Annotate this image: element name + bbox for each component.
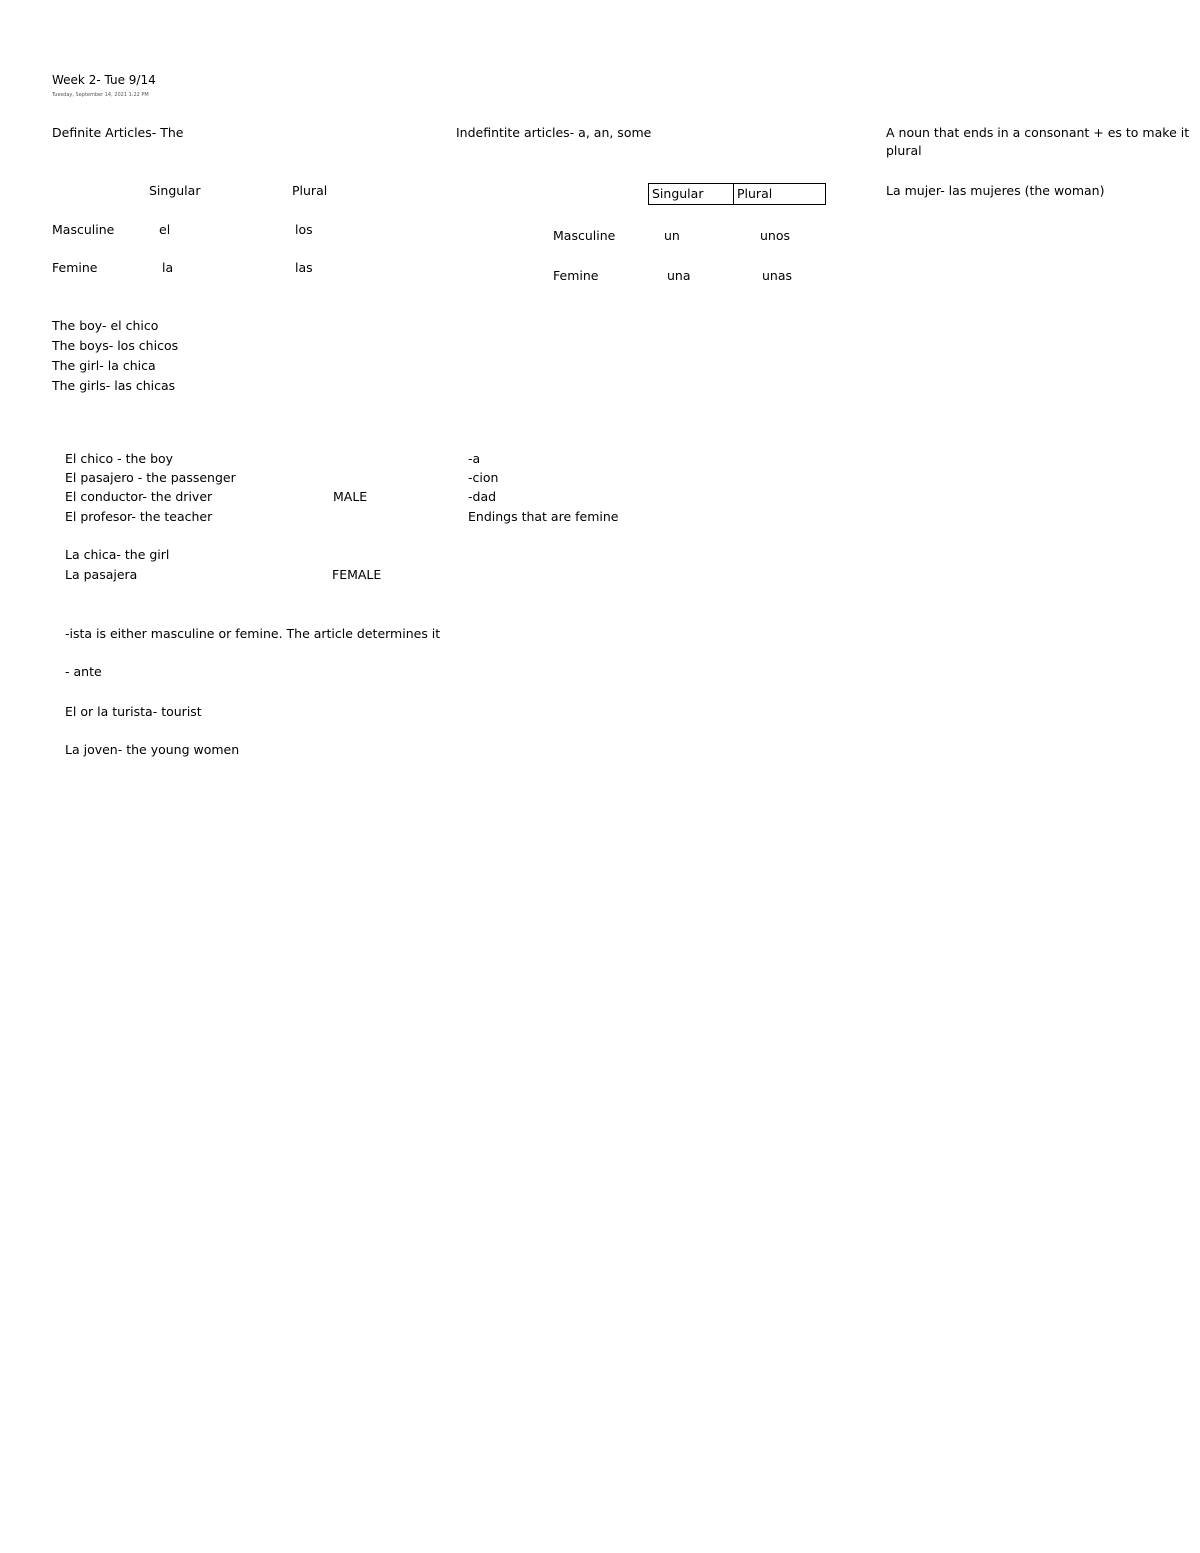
ista-note: -ista is either masculine or femine. The article determines it [65, 626, 441, 641]
definite-masc-singular: el [159, 222, 171, 237]
definite-example: The boy- el chico [52, 318, 159, 333]
feminine-endings-label: Endings that are femine [468, 509, 619, 524]
indefinite-col-plural: Plural [737, 186, 773, 201]
definite-heading: Definite Articles- The [52, 125, 184, 140]
definite-masc-plural: los [295, 222, 313, 237]
plural-rule-note: A noun that ends in a consonant + es to make it plural [886, 125, 1190, 158]
male-example: El chico - the boy [65, 451, 174, 466]
indefinite-masc-plural: unos [760, 228, 791, 243]
definite-row-label: Femine [52, 260, 98, 275]
definite-example: The girls- las chicas [52, 378, 176, 393]
indefinite-fem-plural: unas [762, 268, 793, 283]
indefinite-row-label: Femine [553, 268, 599, 283]
indefinite-fem-singular: una [667, 268, 691, 283]
definite-fem-plural: las [295, 260, 313, 275]
turista-note: El or la turista- tourist [65, 704, 202, 719]
feminine-ending: -a [468, 451, 481, 466]
page-timestamp: Tuesday, September 14, 2021 1:22 PM [52, 92, 149, 98]
female-label: FEMALE [332, 567, 382, 582]
male-example: El pasajero - the passenger [65, 470, 236, 485]
indefinite-heading: Indefintite articles- a, an, some [456, 125, 652, 140]
indefinite-header-table [648, 183, 826, 205]
definite-example: The girl- la chica [52, 358, 156, 373]
male-label: MALE [333, 489, 368, 504]
plural-rule-example: La mujer- las mujeres (the woman) [886, 183, 1105, 198]
feminine-ending: -dad [468, 489, 497, 504]
definite-fem-singular: la [162, 260, 174, 275]
definite-example: The boys- los chicos [52, 338, 179, 353]
female-example: La chica- the girl [65, 547, 170, 562]
male-example: El conductor- the driver [65, 489, 213, 504]
indefinite-row-label: Masculine [553, 228, 616, 243]
definite-col-plural: Plural [292, 183, 328, 198]
definite-row-label: Masculine [52, 222, 115, 237]
indefinite-col-singular: Singular [649, 184, 734, 204]
female-example: La pasajera [65, 567, 138, 582]
feminine-ending: -cion [468, 470, 499, 485]
indefinite-masc-singular: un [664, 228, 680, 243]
page-title: Week 2- Tue 9/14 [52, 73, 156, 87]
definite-col-singular: Singular [149, 183, 201, 198]
male-example: El profesor- the teacher [65, 509, 213, 524]
ante-note: - ante [65, 664, 102, 679]
joven-note: La joven- the young women [65, 742, 240, 757]
